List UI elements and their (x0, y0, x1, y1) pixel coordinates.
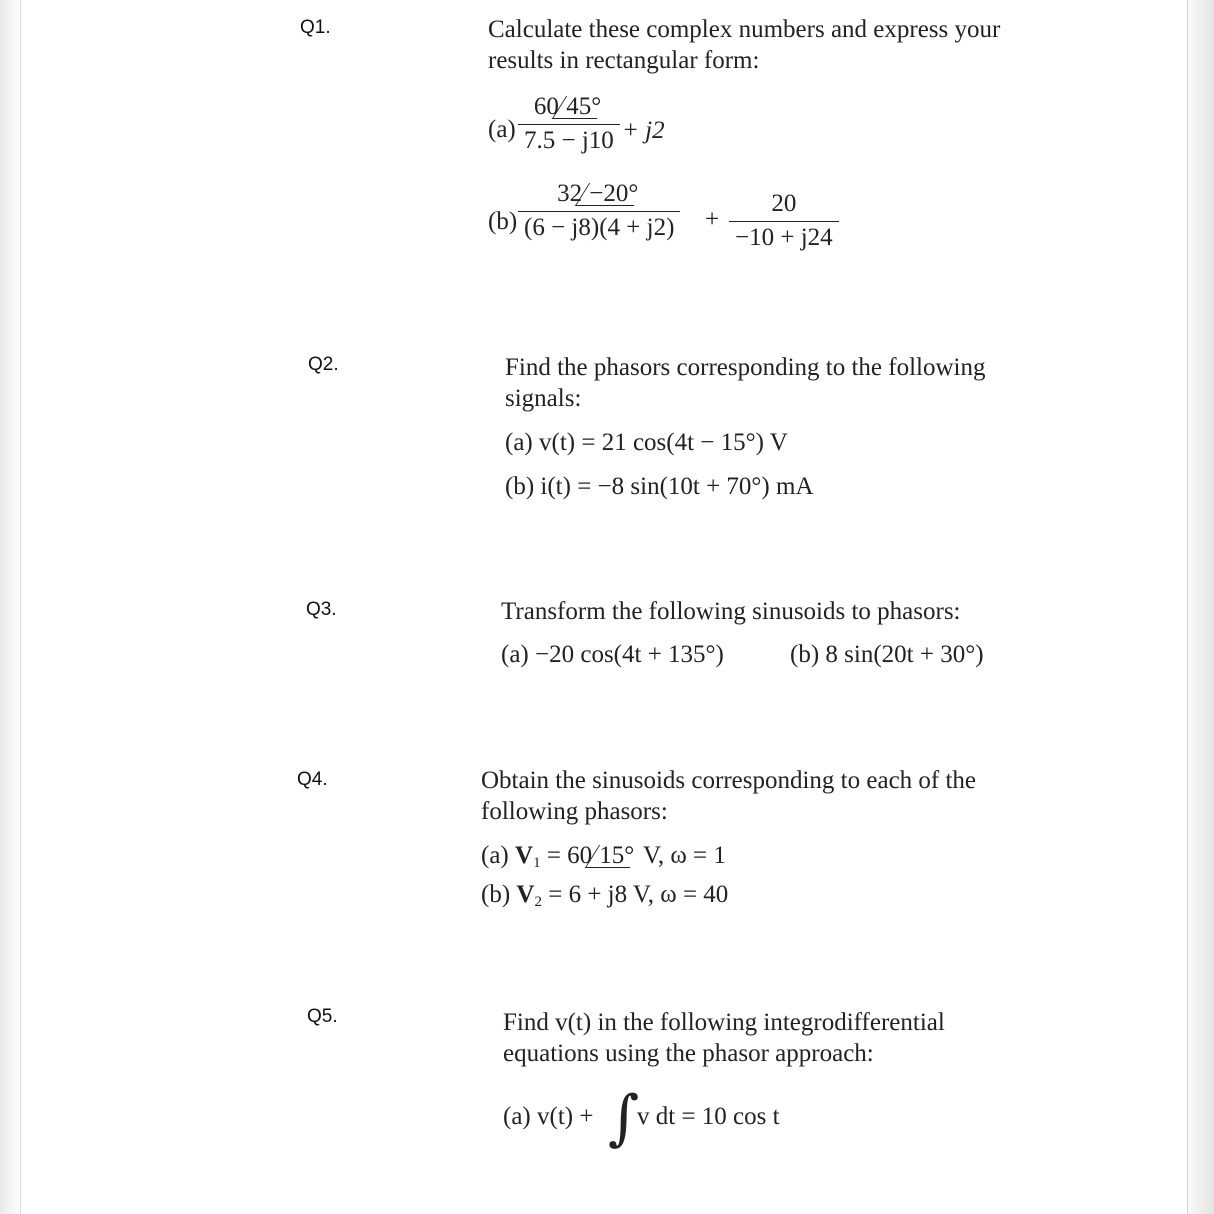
statement-line: Find v(t) in the following integrodifferential (503, 1009, 945, 1036)
fraction-denominator: (6 − j8)(4 + j2) (518, 211, 680, 242)
page-right-edge (1187, 0, 1214, 1214)
question-number: Q2. (308, 354, 339, 375)
integral-symbol: ∫ (608, 1083, 640, 1153)
page-left-edge (0, 0, 21, 1214)
fraction-denominator: 7.5 − j10 (518, 124, 620, 155)
plus-sign: + (705, 206, 720, 233)
fraction-numerator: 32 −20° (551, 180, 647, 211)
statement-line: Find the phasors corresponding to the following (505, 354, 986, 381)
question-2-statement (505, 352, 986, 414)
statement-line: Obtain the sinusoids corresponding to each of the (481, 767, 977, 794)
part-a: (a) −20 cos(4t + 135°) (501, 641, 724, 668)
part-label: (a) (488, 116, 516, 143)
part-a: (a) v(t) = 21 cos(4t − 15°) V (505, 429, 788, 456)
part-b: (b) 8 sin(20t + 30°) (790, 641, 984, 668)
fraction-b2 (729, 190, 839, 252)
question-1-statement (488, 14, 1000, 76)
statement-line: Calculate these complex numbers and express your (488, 16, 1001, 43)
angle-symbol: 15° (585, 845, 644, 868)
angle-symbol: −20° (575, 183, 648, 206)
fraction-b1 (518, 180, 680, 242)
question-number: Q1. (300, 17, 331, 38)
fraction-numerator: 60 45° (528, 93, 610, 124)
equation-rhs: v dt = 10 cos t (637, 1103, 780, 1130)
question-5-statement (503, 1007, 945, 1069)
fraction-numerator: 20 (771, 190, 797, 217)
question-3-statement (501, 596, 961, 627)
fraction-denominator: −10 + j24 (729, 221, 839, 252)
fraction-a (518, 93, 620, 155)
angle-symbol: 45° (552, 96, 611, 119)
question-number: Q4. (297, 769, 328, 790)
equation-lhs: (a) v(t) + (503, 1103, 594, 1130)
part-b: (b) $V_2 = 6 + j8$ V, ω = 40 (481, 881, 729, 910)
statement-line: Transform the following sinusoids to phasors: (501, 598, 961, 625)
part-a: (a) $V_1 = 60$ 15° V, ω = 1 (481, 842, 726, 871)
statement-line: equations using the phasor approach: (503, 1040, 874, 1067)
part-b: (b) i(t) = −8 sin(10t + 70°) mA (505, 473, 814, 500)
statement-line: results in rectangular form: (488, 47, 760, 74)
question-number: Q3. (306, 599, 337, 620)
question-4-statement (481, 765, 976, 827)
statement-line: following phasors: (481, 798, 668, 825)
question-number: Q5. (307, 1006, 338, 1027)
plus-term: + j2 (622, 117, 665, 144)
statement-line: signals: (505, 385, 582, 412)
part-label: (b) (488, 208, 518, 235)
